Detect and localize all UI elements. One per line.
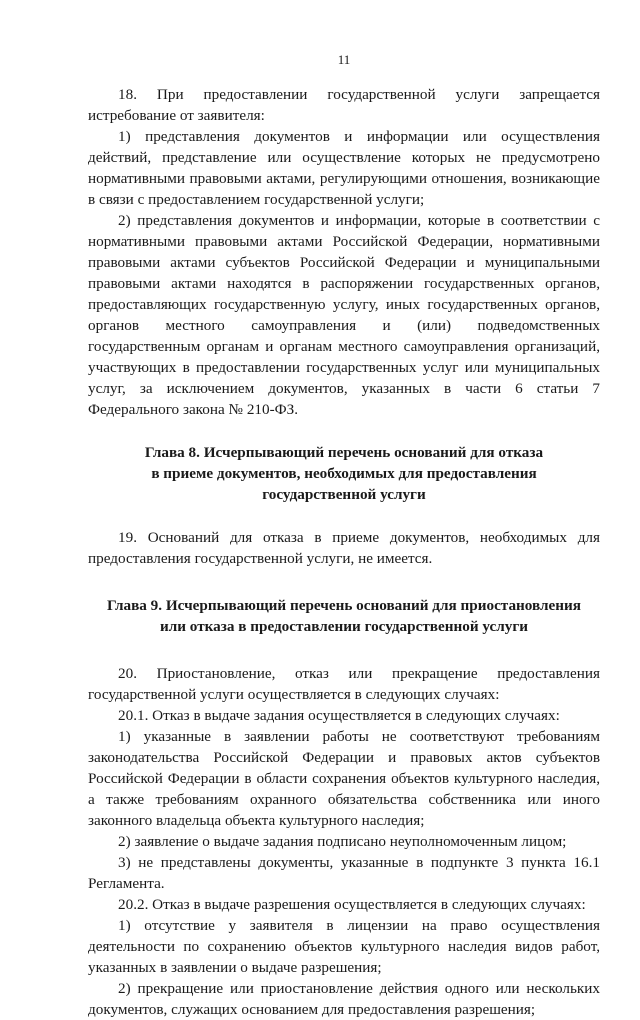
section-19-text: 19. Оснований для отказа в приеме документов, необходимых для предоставления государственной услуги, не имеется. xyxy=(88,529,600,567)
chapter-8-line-3: государственной услуги xyxy=(262,486,426,503)
section-18-item-1: 1) представления документов и информации или осуществления действий, представление или осуществление которых не предусмотрено нормативными правовыми актами, регулирующими отношения, возникающие в связи с предоставлением государственной услуги; xyxy=(88,128,600,208)
page-number: 11 xyxy=(337,52,351,67)
chapter-8-line-2: в приеме документов, необходимых для предоставления xyxy=(151,465,537,482)
section-20-1: 20.1. Отказ в выдаче задания осуществляется в следующих случаях: xyxy=(118,707,560,724)
section-20-2-item-1: 1) отсутствие у заявителя в лицензии на право осуществления деятельности по сохранению объектов культурного наследия видов работ, указанных в заявлении о выдаче разрешения; xyxy=(88,917,600,976)
section-20-1-item-3: 3) не представлены документы, указанные в подпункте 3 пункта 16.1 Регламента. xyxy=(88,854,600,892)
chapter-8-heading xyxy=(88,442,600,505)
section-20-1-item-2: 2) заявление о выдаче задания подписано неуполномоченным лицом; xyxy=(118,833,567,850)
chapter-9-line-1: Глава 9. Исчерпывающий перечень оснований для приостановления xyxy=(107,597,581,614)
section-18-item-2: 2) представления документов и информации, которые в соответствии с нормативными правовыми актами Российской Федерации, нормативными правовыми актами субъектов Российской Федерации и муниципальными правовыми актами находятся в распоряжении государственных органов, предоставляющих государственную услугу, иных государственных органов, органов местного самоуправления и (или) подведомственных государственным органам и органам местного самоуправления организаций, участвующих в предоставлении государственных услуг или муниципальных услуг, за исключением документов, указанных в части 6 статьи 7 Федерального закона № 210-ФЗ. xyxy=(88,212,600,418)
section-20-1-item-1: 1) указанные в заявлении работы не соответствуют требованиям законодательства Российской Федерации и правовых актов субъектов Российской Федерации в области сохранения объектов культурного наследия, а также требованиям охранного обязательства собственника или иного законного владельца объекта культурного наследия; xyxy=(88,728,600,829)
chapter-8-line-1: Глава 8. Исчерпывающий перечень оснований для отказа xyxy=(144,444,544,461)
chapter-9-line-2: или отказа в предоставлении государственной услуги xyxy=(159,618,528,635)
section-20-2: 20.2. Отказ в выдаче разрешения осуществляется в следующих случаях: xyxy=(118,896,586,913)
section-18-intro: 18. При предоставлении государственной услуги запрещается истребование от заявителя: xyxy=(88,86,600,124)
section-20-2-item-2: 2) прекращение или приостановление действия одного или нескольких документов, служащих основанием для предоставления разрешения; xyxy=(88,980,600,1018)
section-20-intro: 20. Приостановление, отказ или прекращение предоставления государственной услуги осуществляется в следующих случаях: xyxy=(88,665,600,703)
document-page xyxy=(88,52,600,1020)
chapter-9-heading xyxy=(88,595,600,637)
